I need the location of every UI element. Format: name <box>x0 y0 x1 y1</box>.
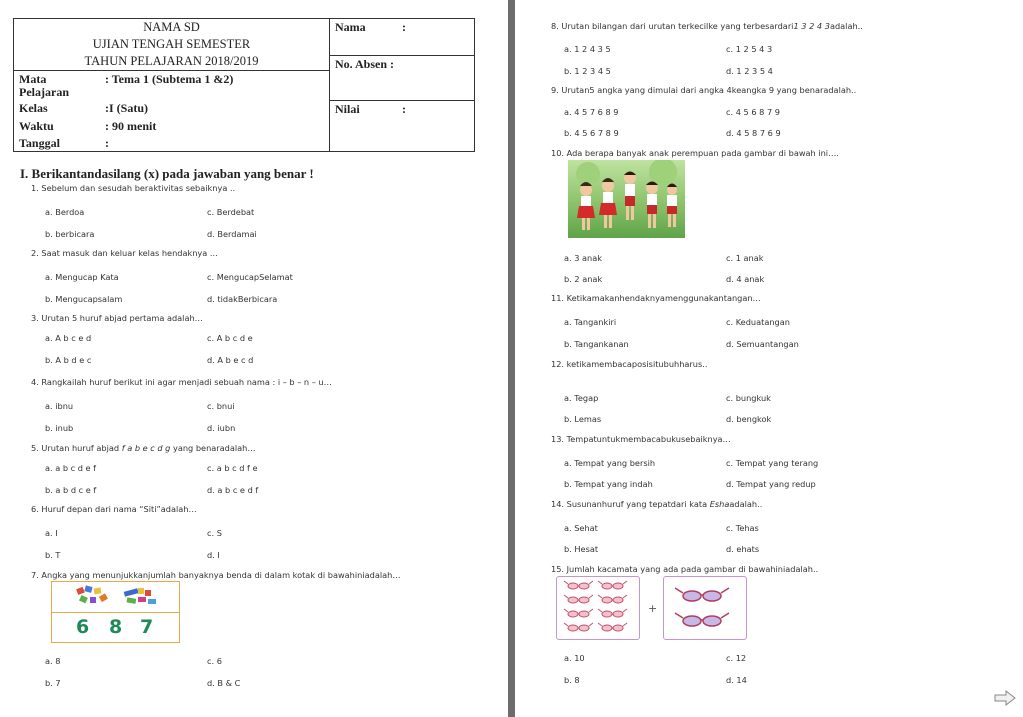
q8-option-a[interactable]: a. 1 2 4 3 5 <box>564 44 611 54</box>
school-name: NAMA SD <box>143 20 200 34</box>
q5-option-a[interactable]: a. a b c d e f <box>45 463 97 473</box>
question-3: 3. Urutan 5 huruf abjad pertama adalah… <box>31 313 203 323</box>
q3-option-a[interactable]: a. A b c e d <box>45 333 92 343</box>
question-7: 7. Angka yang menunjukkanjumlah banyaknya benda di dalam kotak di bawahiniadalah… <box>31 570 401 580</box>
q14-option-c[interactable]: c. Tehas <box>726 523 759 533</box>
crayon-pencil-icons <box>52 582 179 612</box>
counting-objects-image <box>51 581 180 643</box>
q13-option-b[interactable]: b. Tempat yang indah <box>564 479 653 489</box>
q1-option-c[interactable]: c. Berdebat <box>207 207 255 217</box>
q3-option-b[interactable]: b. A b d e c <box>45 355 92 365</box>
child-figure-1 <box>577 182 595 230</box>
question-11: 11. Ketikamakanhendaknyamenggunakantangan… <box>551 293 761 303</box>
q12-option-b[interactable]: b. Lemas <box>564 414 602 424</box>
name-colon: : <box>402 20 406 34</box>
plus-sign: + <box>648 602 658 615</box>
q6-option-b[interactable]: b. T <box>45 550 61 560</box>
q14-option-b[interactable]: b. Hesat <box>564 544 599 554</box>
q5-option-d[interactable]: d. a b c e d f <box>207 485 259 495</box>
q12-option-d[interactable]: d. bengkok <box>726 414 772 424</box>
absen-label: No. Absen : <box>335 57 395 71</box>
time-label: Waktu <box>19 119 54 133</box>
q5-text: 5. Urutan huruf abjad <box>31 443 120 453</box>
child-figure-5 <box>667 184 677 228</box>
question-1: 1. Sebelum dan sesudah beraktivitas sebaiknya .. <box>31 183 236 193</box>
q11-option-b[interactable]: b. Tangankanan <box>564 339 629 349</box>
next-page-arrow-icon[interactable] <box>994 690 1016 706</box>
q14-option-d[interactable]: d. ehats <box>726 544 760 554</box>
q15-option-b[interactable]: b. 8 <box>564 675 580 685</box>
glasses-icons-group-b <box>664 577 746 639</box>
q12-option-c[interactable]: c. bungkuk <box>726 393 771 403</box>
date-label: Tanggal <box>19 136 60 150</box>
q8-option-c[interactable]: c. 1 2 5 4 3 <box>726 44 773 54</box>
q9-option-a[interactable]: a. 4 5 7 6 8 9 <box>564 107 619 117</box>
exam-title: UJIAN TENGAH SEMESTER <box>92 37 251 51</box>
question-5 <box>31 443 256 453</box>
q2-option-d[interactable]: d. tidakBerbicara <box>207 294 278 304</box>
question-4: 4. Rangkailah huruf berikut ini agar menjadi sebuah nama : i – b – n – u… <box>31 377 332 387</box>
question-13: 13. Tempatuntukmembacabukusebaiknya… <box>551 434 731 444</box>
glasses-icons-group-a <box>557 577 639 639</box>
score-colon: : <box>402 102 406 116</box>
subject-value: : Tema 1 (Subtema 1 &2) <box>105 72 234 86</box>
glasses-group-b <box>663 576 747 640</box>
class-label: Kelas <box>19 101 48 115</box>
q10-option-a[interactable]: a. 3 anak <box>564 253 602 263</box>
child-figure-4 <box>646 182 658 229</box>
children-illustration <box>568 160 685 238</box>
q1-option-b[interactable]: b. berbicara <box>45 229 95 239</box>
q11-option-a[interactable]: a. Tangankiri <box>564 317 617 327</box>
q15-option-d[interactable]: d. 14 <box>726 675 747 685</box>
score-label: Nilai <box>335 102 360 116</box>
count-number-3: 7 <box>140 616 154 638</box>
counting-box-divider <box>52 612 179 613</box>
q10-option-c[interactable]: c. 1 anak <box>726 253 764 263</box>
page-divider <box>508 0 515 717</box>
exam-info-block <box>14 71 330 151</box>
question-10: 10. Ada berapa banyak anak perempuan pada gambar di bawah ini…. <box>551 148 839 158</box>
q5-option-c[interactable]: c. a b c d f e <box>207 463 258 473</box>
q8-option-d[interactable]: d. 1 2 3 5 4 <box>726 66 773 76</box>
q13-option-a[interactable]: a. Tempat yang bersih <box>564 458 656 468</box>
question-12: 12. ketikamembacaposisitubuhharus.. <box>551 359 708 369</box>
q15-option-c[interactable]: c. 12 <box>726 653 747 663</box>
q10-option-b[interactable]: b. 2 anak <box>564 274 603 284</box>
q5-option-b[interactable]: b. a b d c e f <box>45 485 97 495</box>
q14-option-a[interactable]: a. Sehat <box>564 523 598 533</box>
question-9: 9. Urutan5 angka yang dimulai dari angka 4keangka 9 yang benaradalah.. <box>551 85 857 95</box>
q9-option-d[interactable]: d. 4 5 8 7 6 9 <box>726 128 781 138</box>
count-number-2: 8 <box>109 616 123 638</box>
question-2: 2. Saat masuk dan keluar kelas hendaknya ... <box>31 248 218 258</box>
q12-option-a[interactable]: a. Tegap <box>564 393 599 403</box>
subject-label-2: Pelajaran <box>19 85 69 99</box>
q7-option-c[interactable]: c. 6 <box>207 656 222 666</box>
q7-option-d[interactable]: d. B & C <box>207 678 241 688</box>
children-picture <box>568 160 685 238</box>
q2-option-c[interactable]: c. MengucapSelamat <box>207 272 293 282</box>
q13-option-c[interactable]: c. Tempat yang terang <box>726 458 819 468</box>
section-title: I. Berikantandasilang (x) pada jawaban yang benar ! <box>20 166 314 181</box>
question-8 <box>551 21 863 31</box>
q14-word: Esha <box>709 499 730 509</box>
q2-option-a[interactable]: a. Mengucap Kata <box>45 272 119 282</box>
q4-option-a[interactable]: a. ibnu <box>45 401 74 411</box>
q11-option-c[interactable]: c. Keduatangan <box>726 317 790 327</box>
child-figure-2 <box>599 178 617 228</box>
q8-text: 8. Urutan bilangan dari urutan terkecilke yang terbesardari <box>551 21 794 31</box>
q1-option-a[interactable]: a. Berdoa <box>45 207 85 217</box>
class-value: :I (Satu) <box>105 101 149 115</box>
q2-option-b[interactable]: b. Mengucapsalam <box>45 294 123 304</box>
q14-text-end: adalah.. <box>729 499 763 509</box>
count-number-1: 6 <box>76 616 90 638</box>
q1-option-d[interactable]: d. Berdamai <box>207 229 257 239</box>
question-6: 6. Huruf depan dari nama “Siti”adalah… <box>31 504 197 514</box>
subject-label: Mata <box>19 72 47 86</box>
q5-letters: f a b e c d g <box>121 443 171 453</box>
glasses-group-a <box>556 576 640 640</box>
q5-text-end: yang benaradalah… <box>172 443 256 453</box>
school-year: TAHUN PELAJARAN 2018/2019 <box>84 54 259 68</box>
q4-option-c[interactable]: c. bnui <box>207 401 235 411</box>
q10-option-d[interactable]: d. 4 anak <box>726 274 765 284</box>
date-value: : <box>105 136 109 150</box>
q9-option-c[interactable]: c. 4 5 6 8 7 9 <box>726 107 780 117</box>
q3-option-c[interactable]: c. A b c d e <box>207 333 253 343</box>
q8-numbers: 1 3 2 4 3 <box>793 21 830 31</box>
question-14 <box>551 499 762 509</box>
q15-option-a[interactable]: a. 10 <box>564 653 585 663</box>
q13-option-d[interactable]: d. Tempat yang redup <box>726 479 816 489</box>
q4-option-d[interactable]: d. iubn <box>207 423 236 433</box>
time-value: : 90 menit <box>105 119 157 133</box>
score-field[interactable] <box>330 101 474 151</box>
q9-option-b[interactable]: b. 4 5 6 7 8 9 <box>564 128 619 138</box>
q6-option-a[interactable]: a. I <box>45 528 58 538</box>
school-title-block <box>14 19 330 71</box>
absen-field[interactable] <box>330 56 474 101</box>
q3-option-d[interactable]: d. A b e c d <box>207 355 254 365</box>
q4-option-b[interactable]: b. inub <box>45 423 74 433</box>
q6-option-c[interactable]: c. S <box>207 528 222 538</box>
q7-option-a[interactable]: a. 8 <box>45 656 61 666</box>
q8-option-b[interactable]: b. 1 2 3 4 5 <box>564 66 611 76</box>
question-15: 15. Jumlah kacamata yang ada pada gambar di bawahiniadalah.. <box>551 564 819 574</box>
q11-option-d[interactable]: d. Semuantangan <box>726 339 799 349</box>
name-field[interactable] <box>330 19 474 56</box>
q7-option-b[interactable]: b. 7 <box>45 678 61 688</box>
q6-option-d[interactable]: d. I <box>207 550 220 560</box>
q14-text: 14. Susunanhuruf yang tepatdari kata <box>551 499 708 509</box>
name-label: Nama <box>335 20 366 34</box>
q8-text-end: adalah.. <box>829 21 863 31</box>
header-table <box>13 18 475 152</box>
child-figure-3 <box>624 172 636 221</box>
